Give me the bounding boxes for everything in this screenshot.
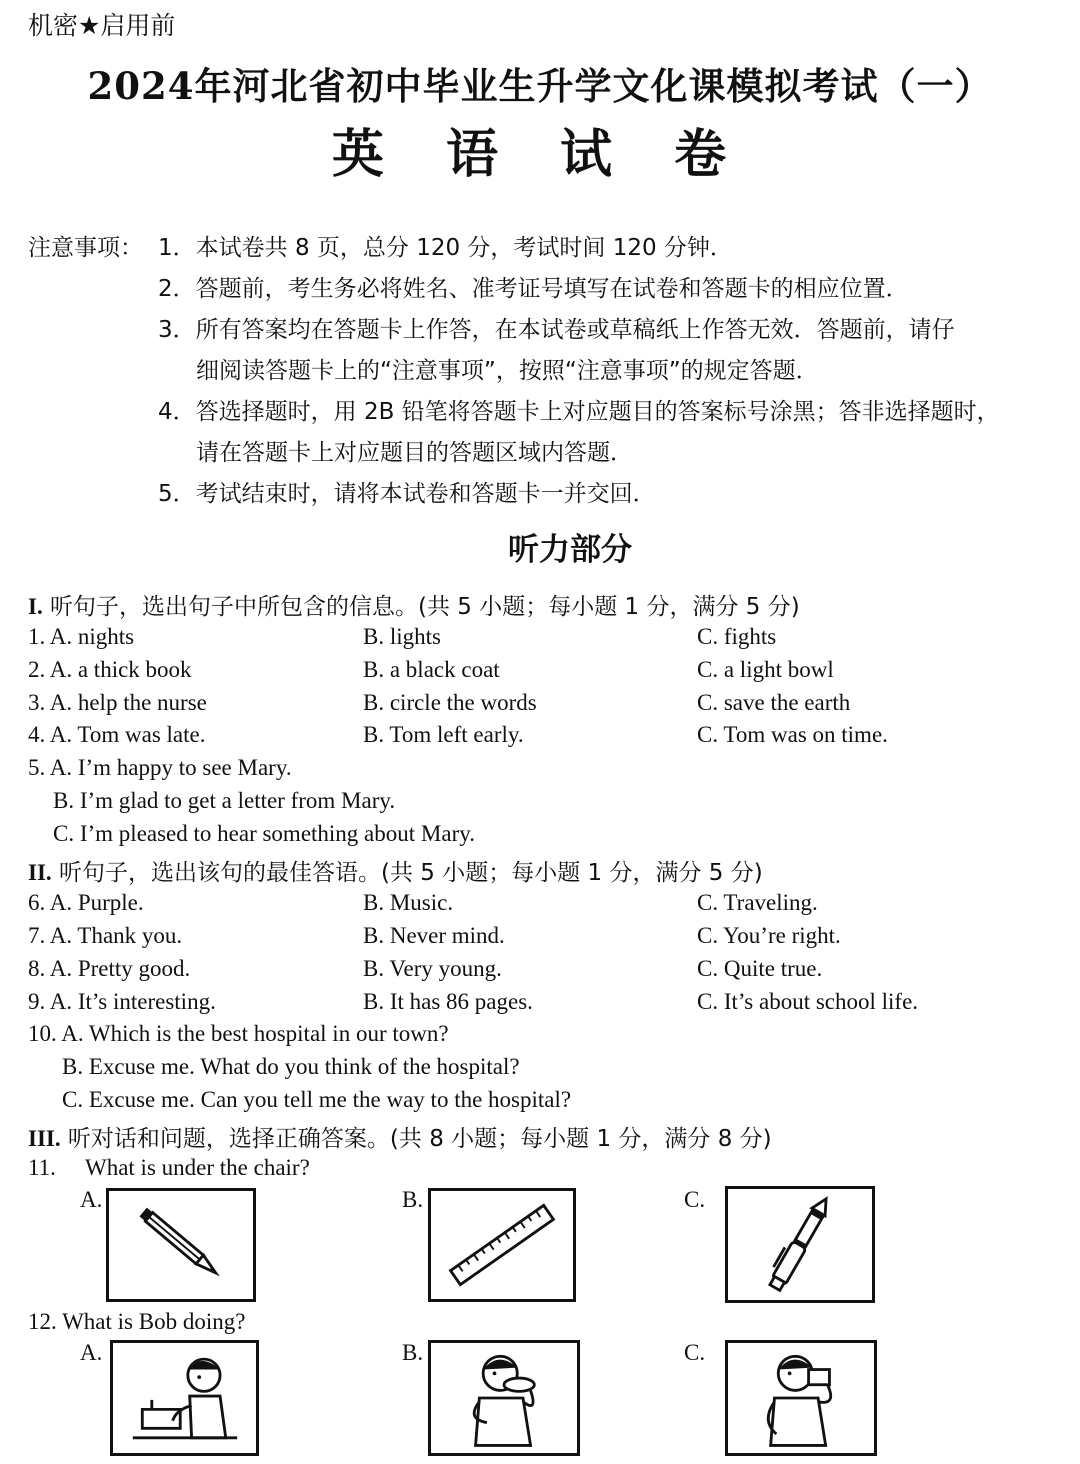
confidential-label: 机密★启用前 xyxy=(28,11,176,40)
part-number: III. xyxy=(28,1126,61,1151)
notice-item-continued: 细阅读答题卡上的“注意事项”，按照“注意事项”的规定答题． xyxy=(196,358,819,384)
option-letter: C. xyxy=(684,1187,706,1212)
part-heading xyxy=(28,1120,772,1153)
pen-icon xyxy=(725,1186,875,1303)
option-text: 10. A. Which is the best hospital in our town? xyxy=(28,1021,449,1046)
question-text: What is under the chair? xyxy=(85,1155,310,1180)
option-letter: B. xyxy=(402,1187,424,1212)
part-number: II. xyxy=(28,860,52,885)
option-text: B. lights xyxy=(363,624,441,649)
option-text: 6. A. Purple. xyxy=(28,890,144,915)
option-text: 8. A. Pretty good. xyxy=(28,956,191,981)
option-text: 2. A. a thick book xyxy=(28,657,192,682)
option-letter: A. xyxy=(80,1340,103,1365)
option-text: C. It’s about school life. xyxy=(697,989,919,1014)
boy-eating-icon xyxy=(428,1340,580,1456)
option-text: 5. A. I’m happy to see Mary. xyxy=(28,755,292,780)
part-instruction: 听对话和问题，选择正确答案。(共 8 小题；每小题 1 分，满分 8 分) xyxy=(67,1126,772,1152)
option-text: C. Excuse me. Can you tell me the way to the hospital? xyxy=(62,1087,572,1112)
option-text: C. save the earth xyxy=(697,690,851,715)
notice-item: 5．考试结束时，请将本试卷和答题卡一并交回． xyxy=(158,481,656,507)
option-text: B. Excuse me. What do you think of the hospital? xyxy=(62,1054,520,1079)
option-text: B. I’m glad to get a letter from Mary. xyxy=(53,788,396,813)
option-text: B. a black coat xyxy=(363,657,500,682)
boy-drinking-icon xyxy=(725,1340,877,1456)
boy-sewing-icon xyxy=(110,1340,259,1456)
notice-item: 4．答选择题时，用 2B 铅笔将答题卡上对应题目的答案标号涂黑；答非选择题时， xyxy=(158,399,1000,425)
option-letter: C. xyxy=(684,1340,706,1365)
option-letter: B. xyxy=(402,1340,424,1365)
part-instruction: 听句子，选出句子中所包含的信息。(共 5 小题；每小题 1 分，满分 5 分) xyxy=(50,594,800,620)
exam-title: 2024年河北省初中毕业生升学文化课模拟考试（一） xyxy=(87,64,993,108)
part-heading xyxy=(28,854,763,887)
option-text: 3. A. help the nurse xyxy=(28,690,207,715)
pencil-icon xyxy=(106,1188,256,1302)
option-letter: A. xyxy=(80,1187,103,1212)
option-text: C. I’m pleased to hear something about Mary. xyxy=(53,821,475,846)
part-heading xyxy=(28,588,800,621)
option-text: C. Traveling. xyxy=(697,890,818,915)
exam-subtitle: 英 语 试 卷 xyxy=(331,125,749,185)
part-number: I. xyxy=(28,594,43,619)
notice-item: 3．所有答案均在答题卡上作答，在本试卷或草稿纸上作答无效．答题前，请仔 xyxy=(158,317,955,343)
question-text: 12. What is Bob doing? xyxy=(28,1309,246,1334)
option-text: C. fights xyxy=(697,624,777,649)
option-text: B. Tom left early. xyxy=(363,722,524,747)
option-text: C. Quite true. xyxy=(697,956,823,981)
option-text: 7. A. Thank you. xyxy=(28,923,183,948)
question-number: 11. xyxy=(28,1155,56,1180)
option-text: C. Tom was on time. xyxy=(697,722,888,747)
notice-item: 1．本试卷共 8 页，总分 120 分，考试时间 120 分钟． xyxy=(158,235,733,261)
part-instruction: 听句子，选出该句的最佳答语。(共 5 小题；每小题 1 分，满分 5 分) xyxy=(58,860,763,886)
option-text: B. Never mind. xyxy=(363,923,505,948)
option-text: 9. A. It’s interesting. xyxy=(28,989,216,1014)
notice-label: 注意事项： xyxy=(28,235,143,261)
listening-section-title: 听力部分 xyxy=(508,532,632,568)
option-text: B. circle the words xyxy=(363,690,537,715)
ruler-icon xyxy=(428,1188,576,1302)
option-text: B. It has 86 pages. xyxy=(363,989,533,1014)
notice-item-continued: 请在答题卡上对应题目的答题区域内答题． xyxy=(196,440,633,466)
notice-item: 2．答题前，考生务必将姓名、准考证号填写在试卷和答题卡的相应位置． xyxy=(158,276,909,302)
option-text: B. Very young. xyxy=(363,956,502,981)
option-text: 1. A. nights xyxy=(28,624,135,649)
option-text: B. Music. xyxy=(363,890,454,915)
option-text: C. a light bowl xyxy=(697,657,834,682)
option-text: 4. A. Tom was late. xyxy=(28,722,206,747)
option-text: C. You’re right. xyxy=(697,923,841,948)
